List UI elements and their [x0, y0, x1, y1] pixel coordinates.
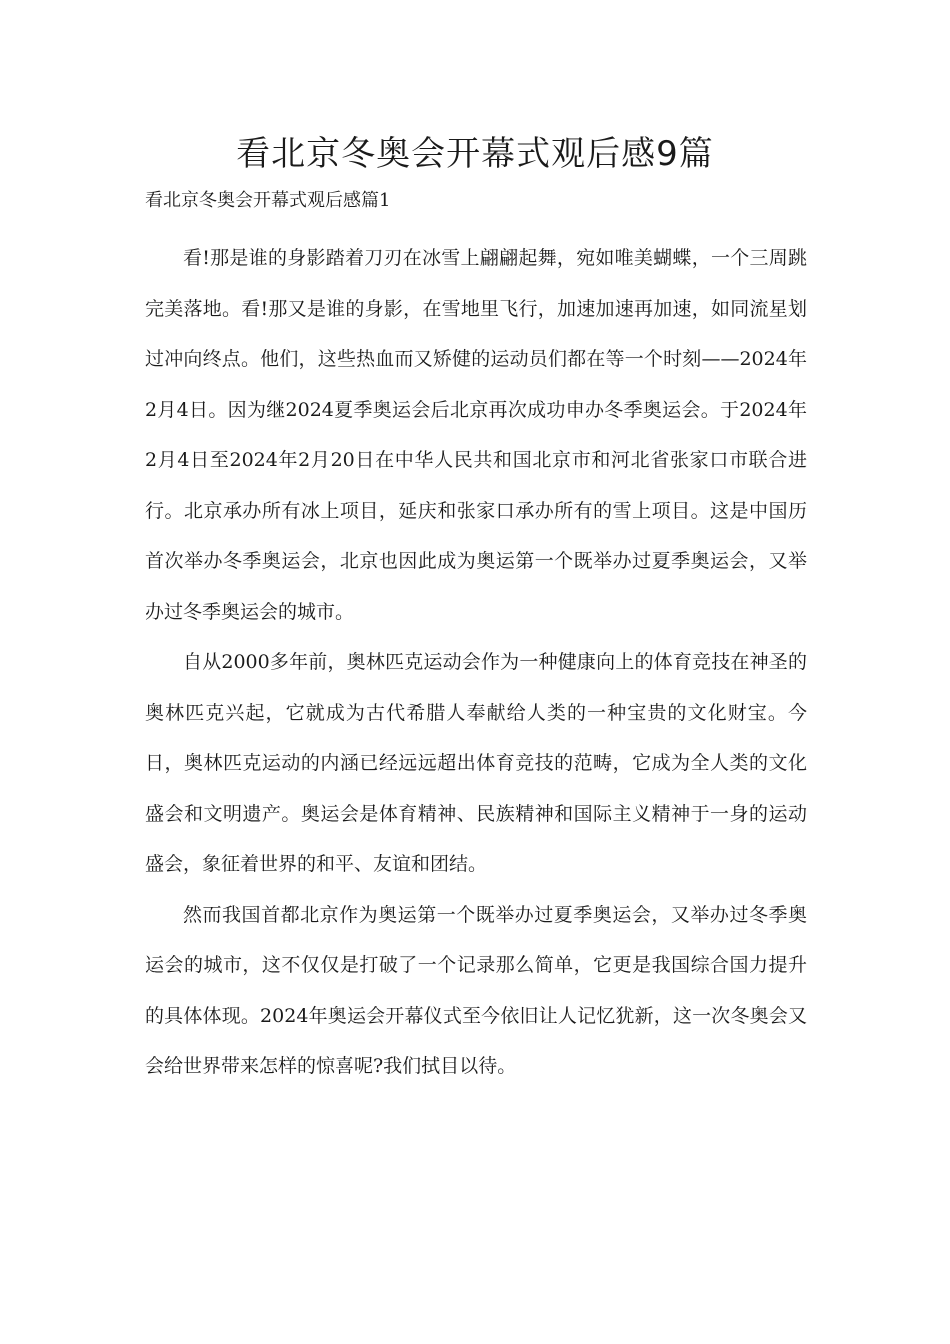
paragraph-2: 自从2000多年前，奥林匹克运动会作为一种健康向上的体育竞技在神圣的奥林匹克兴起，它就成为古代希腊人奉献给人类的一种宝贵的文化财宝。今日，奥林匹克运动的内涵已经远远超出体育竞技的范畴，它成为全人类的文化盛会和文明遗产。奥运会是体育精神、民族精神和国际主义精神于一身的运动盛会，象征着世界的和平、友谊和团结。 [145, 651, 807, 875]
document-body [145, 233, 807, 1092]
paragraph-1: 看!那是谁的身影踏着刀刃在冰雪上翩翩起舞，宛如唯美蝴蝶，一个三周跳完美落地。看!那又是谁的身影，在雪地里飞行，加速加速再加速，如同流星划过冲向终点。他们，这些热血而又矫健的运动员们都在等一个时刻——2024年2月4日。因为继2024夏季奥运会后北京再次成功申办冬季奥运会。于2024年2月4日至2024年2月20日在中华人民共和国北京市和河北省张家口市联合进行。北京承办所有冰上项目，延庆和张家口承办所有的雪上项目。这是中国历首次举办冬季奥运会，北京也因此成为奥运第一个既举办过夏季奥运会，又举办过冬季奥运会的城市。 [145, 247, 807, 623]
section-heading: 看北京冬奥会开幕式观后感篇1 [145, 190, 391, 211]
document-title: 看北京冬奥会开幕式观后感9篇 [236, 134, 714, 174]
paragraph-3: 然而我国首都北京作为奥运第一个既举办过夏季奥运会，又举办过冬季奥运会的城市，这不仅仅是打破了一个记录那么简单，它更是我国综合国力提升的具体体现。2024年奥运会开幕仪式至今依旧让人记忆犹新，这一次冬奥会又会给世界带来怎样的惊喜呢?我们拭目以待。 [145, 903, 807, 1077]
